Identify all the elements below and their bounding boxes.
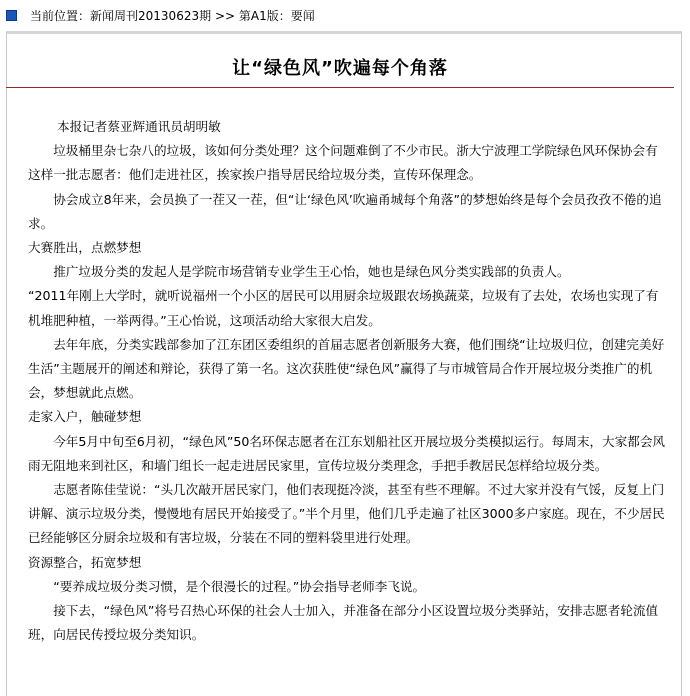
breadcrumb [30, 8, 315, 24]
article-paragraph: “要养成垃圾分类习惯，是个很漫长的过程。”协会指导老师李飞说。 [53, 578, 426, 594]
article-paragraph: “2011年刚上大学时，就听说福州一个小区的居民可以用厨余垃圾跟农场换蔬菜，垃圾有了去处，农场也实现了有机堆肥种植，一举两得。”王心怡说，这项活动给大家很大启发。 [28, 288, 659, 328]
section-heading: 大赛胜出，点燃梦想 [28, 240, 142, 256]
article-title: 让“绿色风”吹遍每个角落 [232, 58, 448, 79]
section-heading: 走家入户，触碰梦想 [28, 409, 142, 425]
article-paragraph: 推广垃圾分类的发起人是学院市场营销专业学生王心怡，她也是绿色风分类实践部的负责人。 [53, 264, 570, 280]
location-icon [6, 10, 17, 21]
article-body [28, 115, 668, 647]
article-paragraph: 去年年底，分类实践部参加了江东团区委组织的首届志愿者创新服务大赛，他们围绕“让垃圾归位，创建完美好生活”主题展开的阐述和辩论，获得了第一名。这次获胜使“绿色风”赢得了与市城管局合作开展垃圾分类推广的机会，梦想就此点燃。 [28, 336, 665, 401]
breadcrumb-issue-link[interactable]: 新闻周刊20130623期 [90, 9, 212, 23]
breadcrumb-label: 当前位置： [30, 9, 91, 23]
article-header [6, 45, 674, 88]
breadcrumb-bar [0, 0, 690, 30]
section-heading: 资源整合，拓宽梦想 [28, 554, 142, 570]
article-paragraph: 垃圾桶里杂七杂八的垃圾，该如何分类处理？这个问题难倒了不少市民。浙大宁波理工学院绿色风环保协会有这样一批志愿者：他们走进社区，挨家挨户指导居民给垃圾分类，宣传环保理念。 [28, 143, 658, 183]
article-paragraph: 志愿者陈佳莹说：“头几次敲开居民家门，他们表现挺冷淡，甚至有些不理解。不过大家并没有气馁，反复上门讲解、演示垃圾分类，慢慢地有居民开始接受了。”半个月里，他们几乎走遍了社区3000多户家庭。现在，不少居民已经能够区分厨余垃圾和有害垃圾，分装在不同的塑料袋里进行处理。 [28, 482, 665, 546]
article-byline: 本报记者蔡亚辉通讯员胡明敏 [56, 119, 221, 134]
article-paragraph: 协会成立8年来，会员换了一茬又一茬，但“让‘绿色风’吹遍甬城每个角落”的梦想始终是每个会员孜孜不倦的追求。 [28, 191, 662, 231]
article-paragraph: 接下去，“绿色风”将号召热心环保的社会人士加入，并准备在部分小区设置垃圾分类驿站，安排志愿者轮流值班，向居民传授垃圾分类知识。 [28, 603, 659, 643]
breadcrumb-separator: >> [214, 9, 236, 23]
breadcrumb-page-link[interactable]: 第A1版：要闻 [238, 9, 315, 23]
article-paragraph: 今年5月中旬至6月初，“绿色风”50名环保志愿者在江东划船社区开展垃圾分类模拟运行。每周末，大家都会风雨无阻地来到社区，和墙门组长一起走进居民家里，宣传垃圾分类理念，手把手教居民怎样给垃圾分类。 [28, 433, 666, 473]
